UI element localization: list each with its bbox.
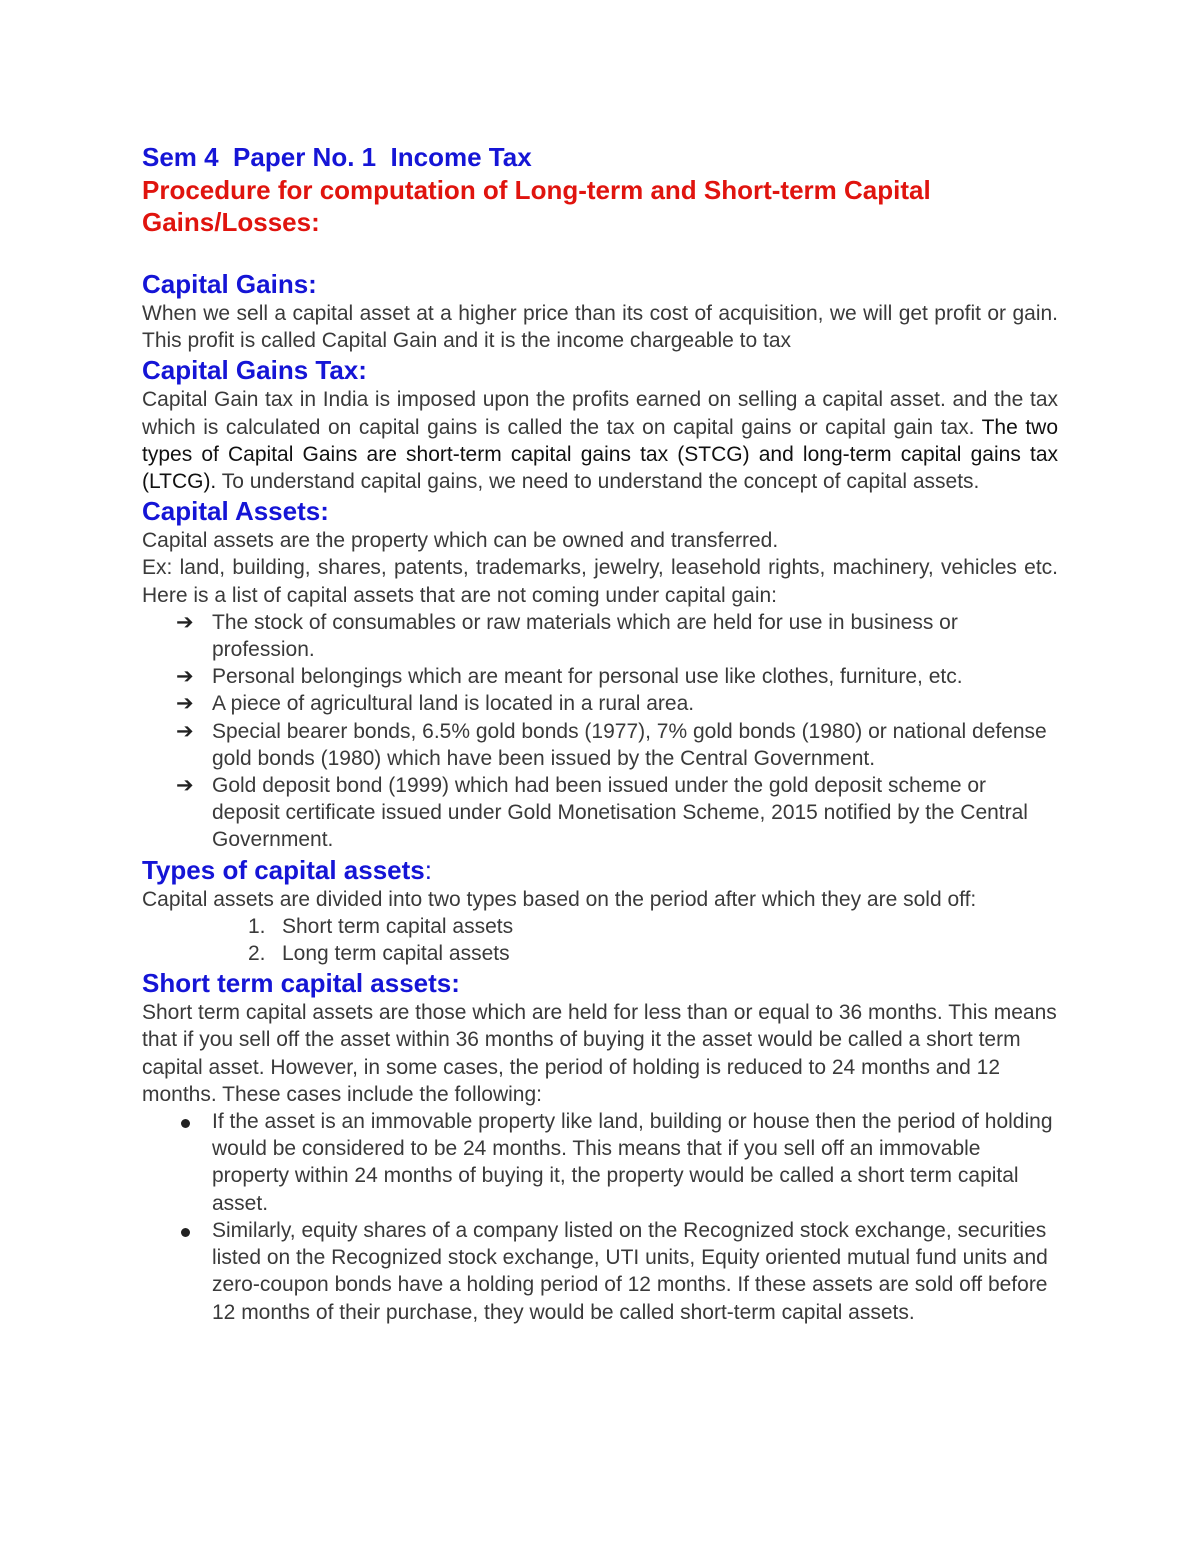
types-heading-text: Types of capital assets	[142, 854, 425, 885]
list-item	[142, 718, 1058, 772]
list-item-text: Special bearer bonds, 6.5% gold bonds (1977), 7% gold bonds (1980) or national defense gold bonds (1980) which have been issued by the Central Government.	[212, 719, 1047, 770]
arrow-icon: ➔	[176, 719, 194, 743]
list-item-text: Long term capital assets	[282, 942, 510, 966]
types-heading	[142, 854, 1058, 886]
excluded-assets-list	[142, 609, 1058, 854]
arrow-icon: ➔	[176, 774, 194, 798]
page-subtitle: Procedure for computation of Long-term and Short-term Capital Gains/Losses:	[142, 175, 931, 237]
capital-assets-line2: Ex: land, building, shares, patents, trademarks, jewelry, leasehold rights, machinery, vehicles etc. Here is a list of capital assets that are not coming under capital gain:	[142, 556, 1058, 607]
capital-gains-heading: Capital Gains:	[142, 269, 317, 299]
list-item-text: Short term capital assets	[282, 914, 514, 938]
list-item-text: The stock of consumables or raw materials which are held for use in business or profession.	[212, 610, 958, 662]
arrow-icon: ➔	[176, 610, 194, 634]
capital-gains-tax-text	[142, 386, 1058, 495]
list-item	[142, 609, 1058, 663]
list-item	[142, 913, 1058, 940]
capital-gains-text: When we sell a capital asset at a higher price than its cost of acquisition, we will get profit or gain. This profit is called Capital Gain and it is the income chargeable to tax	[142, 302, 1058, 353]
list-number: 1.	[248, 914, 266, 938]
bullet-icon	[181, 1228, 190, 1237]
list-item	[142, 940, 1058, 967]
capital-gains-tax-heading: Capital Gains Tax:	[142, 355, 367, 386]
document-page	[142, 140, 1058, 1326]
short-term-text: Short term capital assets are those which are held for less than or equal to 36 months. This means that if you sell off the asset within 36 months of buying it the asset would be called a short term capital asset. However, in some cases, the period of holding is reduced to 24 months and 12 months. These cases include the following:	[142, 1001, 1057, 1106]
list-item	[142, 772, 1058, 854]
short-term-list	[142, 1108, 1058, 1326]
list-item	[142, 1108, 1058, 1217]
short-term-heading: Short term capital assets:	[142, 968, 460, 999]
list-item-text: Gold deposit bond (1999) which had been issued under the gold deposit scheme or deposit certificate issued under Gold Monetisation Scheme, 2015 notified by the Central Government.	[212, 774, 1028, 852]
capital-gains-tax-text-b: The two types of Capital Gains are short-term capital gains tax (STCG) and long-term capital gains tax (LTCG).	[142, 415, 1058, 494]
list-number: 2.	[248, 942, 266, 966]
list-item	[142, 1217, 1058, 1326]
page-title: Sem 4 Paper No. 1 Income Tax	[142, 142, 532, 172]
list-item	[142, 690, 1058, 717]
spacer	[142, 238, 1058, 268]
types-list	[142, 913, 1058, 967]
list-item-text: If the asset is an immovable property like land, building or house then the period of holding would be considered to be 24 months. This means that if you sell off an immovable property within 24 months of buying it, the property would be called a short term capital asset.	[212, 1110, 1053, 1215]
bullet-icon	[181, 1119, 190, 1128]
types-heading-colon: :	[424, 854, 432, 885]
capital-assets-heading: Capital Assets:	[142, 496, 329, 527]
list-item	[142, 663, 1058, 690]
capital-gains-tax-text-a: Capital Gain tax in India is imposed upon the profits earned on selling a capital asset. and the tax which is calculated on capital gains is called the tax on capital gains or capital gain tax.	[142, 388, 1058, 439]
capital-assets-line1: Capital assets are the property which can be owned and transferred.	[142, 529, 779, 553]
list-item-text: A piece of agricultural land is located in a rural area.	[212, 692, 695, 716]
list-item-text: Similarly, equity shares of a company listed on the Recognized stock exchange, securities listed on the Recognized stock exchange, UTI units, Equity oriented mutual fund units and zero-coupon bonds have a holding period of 12 months. If these assets are sold off before 12 months of their purchase, they would be called short-term capital assets.	[212, 1218, 1048, 1324]
list-item-text: Personal belongings which are meant for personal use like clothes, furniture, etc.	[212, 665, 963, 689]
types-text: Capital assets are divided into two types based on the period after which they are sold off:	[142, 887, 977, 911]
arrow-icon: ➔	[176, 692, 194, 716]
arrow-icon: ➔	[176, 665, 194, 689]
capital-gains-tax-text-c: To understand capital gains, we need to understand the concept of capital assets.	[221, 470, 980, 494]
